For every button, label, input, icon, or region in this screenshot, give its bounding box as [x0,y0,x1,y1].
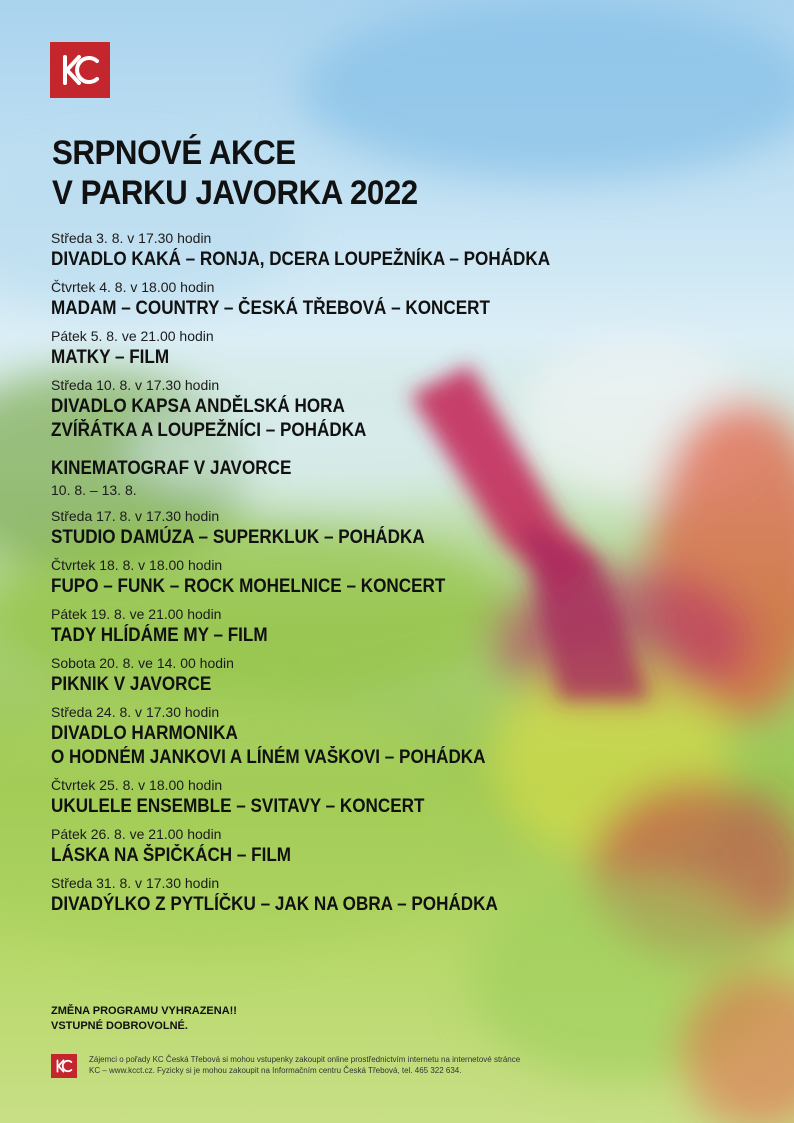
admission-note: VSTUPNÉ DOBROVOLNÉ. [51,1020,188,1032]
footer-kc-logo [51,1054,77,1078]
event-date: Pátek 19. 8. ve 21.00 hodin [51,606,222,622]
footer [51,1054,629,1078]
event-name: DIVADLO HARMONIKA [51,723,238,744]
event-name: FUPO – FUNK – ROCK MOHELNICE – KONCERT [51,576,446,597]
event-item [51,229,751,272]
event-item [51,654,751,697]
event-item [51,825,751,868]
event-name: MADAM – COUNTRY – ČESKÁ TŘEBOVÁ – KONCERT [51,298,490,319]
kc-logo-icon [53,1056,75,1076]
title-line-2: V PARKU JAVORKA 2022 [52,174,418,212]
footer-line-1: Zájemci o pořady KC Česká Třebová si mohou vstupenky zakoupit online prostřednictvím internetu na internetové stránce [89,1055,521,1064]
event-name: DIVADLO KAPSA ANDĚLSKÁ HORA [51,396,345,417]
event-list [51,229,751,923]
event-item [51,703,751,770]
event-name-line-2: O HODNÉM JANKOVI A LÍNÉM VAŠKOVI – POHÁDKA [51,747,486,768]
event-item [51,776,751,819]
event-name: STUDIO DAMÚZA – SUPERKLUK – POHÁDKA [51,527,425,548]
event-date: Pátek 5. 8. ve 21.00 hodin [51,328,214,344]
footer-line-2: KC – www.kcct.cz. Fyzicky si je mohou zakoupit na Informačním centru Česká Třebová, tel. 465 322 634. [89,1066,462,1075]
event-item [51,278,751,321]
event-date: Středa 3. 8. v 17.30 hodin [51,230,212,246]
event-date: Středa 10. 8. v 17.30 hodin [51,377,220,393]
event-date: Čtvrtek 25. 8. v 18.00 hodin [51,777,223,793]
program-change-note: ZMĚNA PROGRAMU VYHRAZENA!! [51,1005,237,1017]
event-item [51,457,751,499]
event-name: DIVADÝLKO Z PYTLÍČKU – JAK NA OBRA – POHÁDKA [51,894,498,915]
event-name: UKULELE ENSEMBLE – SVITAVY – KONCERT [51,796,425,817]
event-item [51,874,751,917]
event-name: KINEMATOGRAF V JAVORCE [51,458,292,479]
page-title [52,133,418,213]
event-name: DIVADLO KAKÁ – RONJA, DCERA LOUPEŽNÍKA – POHÁDKA [51,249,551,270]
event-date-range: 10. 8. – 13. 8. [51,482,137,498]
event-date: Středa 24. 8. v 17.30 hodin [51,704,220,720]
event-name: TADY HLÍDÁME MY – FILM [51,625,268,646]
event-name-line-2: ZVÍŘÁTKA A LOUPEŽNÍCI – POHÁDKA [51,420,367,441]
event-item [51,556,751,599]
title-line-1: SRPNOVÉ AKCE [52,134,296,172]
event-date: Sobota 20. 8. ve 14. 00 hodin [51,655,234,671]
event-date: Středa 31. 8. v 17.30 hodin [51,875,220,891]
footer-text [89,1054,629,1076]
event-date: Středa 17. 8. v 17.30 hodin [51,508,220,524]
event-date: Pátek 26. 8. ve 21.00 hodin [51,826,222,842]
event-name: LÁSKA NA ŠPIČKÁCH – FILM [51,845,292,866]
event-date: Čtvrtek 18. 8. v 18.00 hodin [51,557,223,573]
event-item [51,507,751,550]
event-item [51,376,751,443]
kc-logo [50,42,110,98]
kc-logo-icon [55,47,105,93]
event-date: Čtvrtek 4. 8. v 18.00 hodin [51,279,215,295]
event-item [51,327,751,370]
notes [51,1004,237,1034]
event-name: PIKNIK V JAVORCE [51,674,212,695]
event-item [51,605,751,648]
event-name: MATKY – FILM [51,347,170,368]
